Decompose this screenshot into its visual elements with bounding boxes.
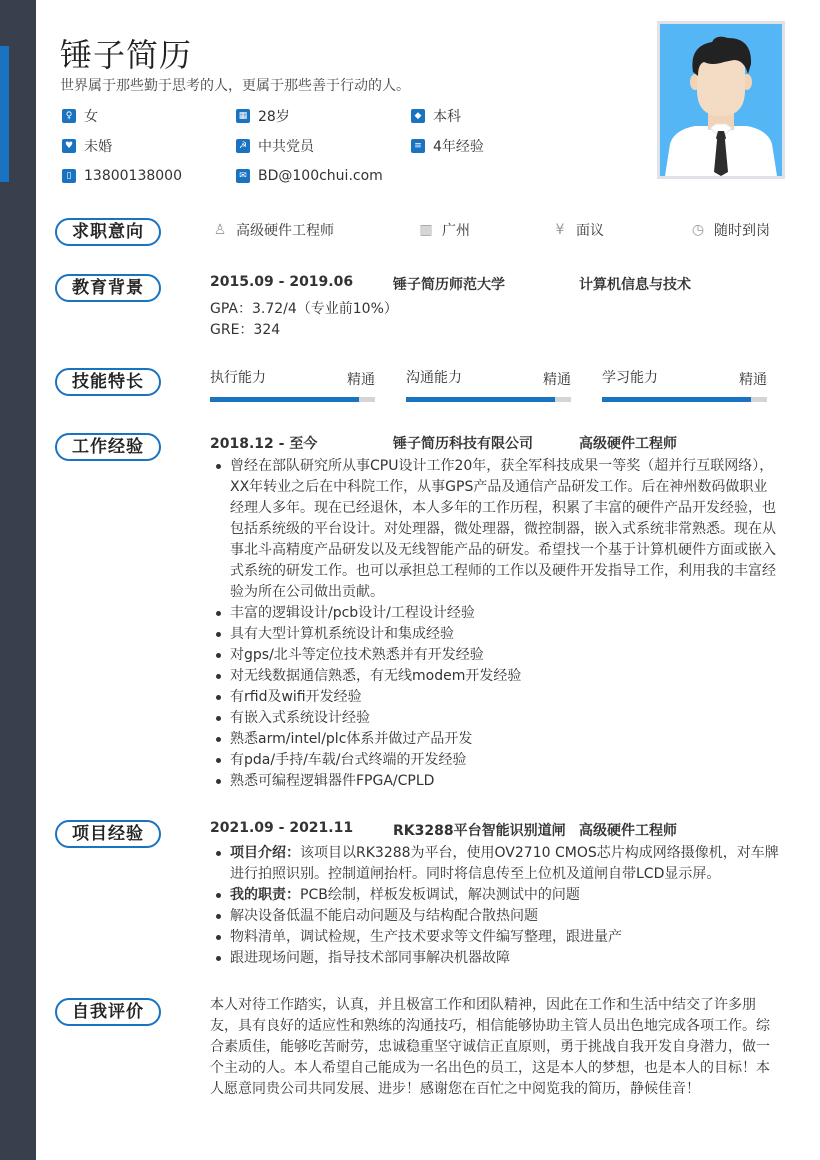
clock-icon: ◷ xyxy=(691,222,705,238)
skill-level: 精通 xyxy=(739,372,767,388)
intent-position xyxy=(212,220,334,240)
project-duty-label: 我的职责： xyxy=(230,887,300,903)
party-icon: ☭ xyxy=(236,139,250,153)
info-phone xyxy=(62,167,182,185)
skill-bar-fill xyxy=(406,397,555,402)
intent-salary-value: 面议 xyxy=(576,223,604,239)
list-item: 丰富的逻辑设计/pcb设计/工程设计经验 xyxy=(212,603,780,624)
work-bullet-list xyxy=(212,456,780,792)
skill-bar-fill xyxy=(602,397,751,402)
section-label-work: 工作经验 xyxy=(55,433,161,461)
work-company: 锤子简历科技有限公司 xyxy=(393,436,533,452)
work-title: 高级硬件工程师 xyxy=(579,436,677,452)
section-label-skills: 技能特长 xyxy=(55,368,161,396)
list-item: 熟悉arm/intel/plc体系并做过产品开发 xyxy=(212,729,780,750)
avatar-illustration xyxy=(660,24,782,176)
info-experience xyxy=(411,137,484,155)
education-period: 2015.09 - 2019.06 xyxy=(210,274,354,290)
info-marital xyxy=(62,137,112,155)
intent-position-value: 高级硬件工程师 xyxy=(236,223,334,239)
intent-city xyxy=(418,220,470,240)
info-education xyxy=(411,107,461,125)
list-item: 熟悉可编程逻辑器件FPGA/CPLD xyxy=(212,771,780,792)
info-experience-value: 4年经验 xyxy=(433,139,484,155)
info-email xyxy=(236,167,383,185)
tie-icon: ♙ xyxy=(213,222,227,238)
list-item: 有pda/手持/车载/台式终端的开发经验 xyxy=(212,750,780,771)
info-gender-value: 女 xyxy=(84,109,98,125)
skill-bar-fill xyxy=(210,397,359,402)
sidebar-accent-bar xyxy=(0,46,9,182)
section-label-project: 项目经验 xyxy=(55,820,161,848)
info-age-value: 28岁 xyxy=(258,109,290,125)
info-phone-value[interactable]: 13800138000 xyxy=(84,168,182,184)
skill-name: 执行能力 xyxy=(210,370,266,386)
section-label-intent: 求职意向 xyxy=(55,218,161,246)
list-item xyxy=(212,885,780,906)
section-label-self: 自我评价 xyxy=(55,998,161,1026)
info-political-value: 中共党员 xyxy=(258,139,314,155)
info-marital-value: 未婚 xyxy=(84,139,112,155)
graduation-icon: ◆ xyxy=(411,109,425,123)
skill-bar xyxy=(406,397,571,402)
list-item: 有rfid及wifi开发经验 xyxy=(212,687,780,708)
list-item: 物料清单，调试检规，生产技术要求等文件编写整理，跟进量产 xyxy=(212,927,780,948)
intent-availability-value: 随时到岗 xyxy=(714,223,770,239)
resume-name: 锤子简历 xyxy=(60,36,193,74)
project-duty-text: PCB绘制，样板发板调试，解决测试中的问题 xyxy=(300,887,580,903)
heart-icon: ♥ xyxy=(62,139,76,153)
info-gender xyxy=(62,107,98,125)
project-period: 2021.09 - 2021.11 xyxy=(210,820,354,836)
info-email-value[interactable]: BD@100chui.com xyxy=(258,168,383,184)
education-school: 锤子简历师范大学 xyxy=(393,277,505,293)
self-evaluation-text: 本人对待工作踏实，认真，并且极富工作和团队精神，因此在工作和生活中结交了许多朋友，具有良好的适应性和熟练的沟通技巧，相信能够协助主管人员出色地完成各项工作。综合素质佳，能够吃苦耐劳，忠诚稳重坚守诚信正直原则，勇于挑战自我开发自身潜力，做一个主动的人。本人希望自己能成为一名出色的员工，这是本人的梦想，也是本人的目标！本人愿意同贵公司共同发展、进步！感谢您在百忙之中阅览我的简历，静候佳音！ xyxy=(210,997,770,1097)
list-item: 具有大型计算机系统设计和集成经验 xyxy=(212,624,780,645)
mail-icon: ✉ xyxy=(236,169,250,183)
education-gre: GRE：324 xyxy=(210,322,281,338)
list-item: 有嵌入式系统设计经验 xyxy=(212,708,780,729)
work-period: 2018.12 - 至今 xyxy=(210,436,318,452)
education-gpa: GPA：3.72/4（专业前10%） xyxy=(210,301,398,317)
skill-name: 沟通能力 xyxy=(406,370,462,386)
skill-bar xyxy=(210,397,375,402)
list-item: 曾经在部队研究所从事CPU设计工作20年，获全军科技成果一等奖（超并行互联网络），XX年转业之后在中科院工作，从事GPS产品及通信产品研发工作。后在神州数码做职业经理人多年。现在已经退休，本人多年的工作历程，积累了丰富的硬件产品开发经验，也包括系统级的平台设计。对处理器，微处理器，微控制器，嵌入式系统非常熟悉。现在从事北斗高精度产品研发以及无线智能产品的研发。希望找一个基于计算机硬件方面或嵌入式系统的研发工作。也可以承担总工程师的工作以及硬件开发指导工作，利用我的丰富经验为所在公司做出贡献。 xyxy=(212,456,780,603)
calendar-icon: ▦ xyxy=(236,109,250,123)
project-role: 高级硬件工程师 xyxy=(579,823,677,839)
list-item xyxy=(212,843,780,885)
list-item: 解决设备低温不能启动问题及与结构配合散热问题 xyxy=(212,906,780,927)
yen-icon: ¥ xyxy=(555,222,565,238)
project-name: RK3288平台智能识别道闸 xyxy=(393,823,566,839)
info-education-value: 本科 xyxy=(433,109,461,125)
document-icon: ≡ xyxy=(411,139,425,153)
avatar xyxy=(657,21,785,179)
gender-icon: ♀ xyxy=(62,109,76,123)
list-item: 对gps/北斗等定位技术熟悉并有开发经验 xyxy=(212,645,780,666)
project-intro-text: 该项目以RK3288为平台，使用OV2710 CMOS芯片构成网络摄像机，对车牌进行拍照识别。控制道闸抬杆。同时将信息传至上位机及道闸自带LCD显示屏。 xyxy=(230,845,779,882)
skill-level: 精通 xyxy=(347,372,375,388)
list-item: 跟进现场问题，指导技术部同事解决机器故障 xyxy=(212,948,780,969)
info-political xyxy=(236,137,314,155)
phone-icon: ▯ xyxy=(62,169,76,183)
skill-name: 学习能力 xyxy=(602,370,658,386)
list-item: 对无线数据通信熟悉，有无线modem开发经验 xyxy=(212,666,780,687)
intent-availability xyxy=(690,220,770,240)
project-bullet-list xyxy=(212,843,780,969)
skill-level: 精通 xyxy=(543,372,571,388)
building-icon: ▥ xyxy=(419,222,433,238)
resume-motto: 世界属于那些勤于思考的人，更属于那些善于行动的人。 xyxy=(60,78,410,94)
education-major: 计算机信息与技术 xyxy=(579,277,691,293)
intent-city-value: 广州 xyxy=(442,223,470,239)
project-intro-label: 项目介绍： xyxy=(230,845,300,861)
skill-bar xyxy=(602,397,767,402)
info-age xyxy=(236,107,290,125)
section-label-education: 教育背景 xyxy=(55,274,161,302)
intent-salary xyxy=(552,220,604,240)
